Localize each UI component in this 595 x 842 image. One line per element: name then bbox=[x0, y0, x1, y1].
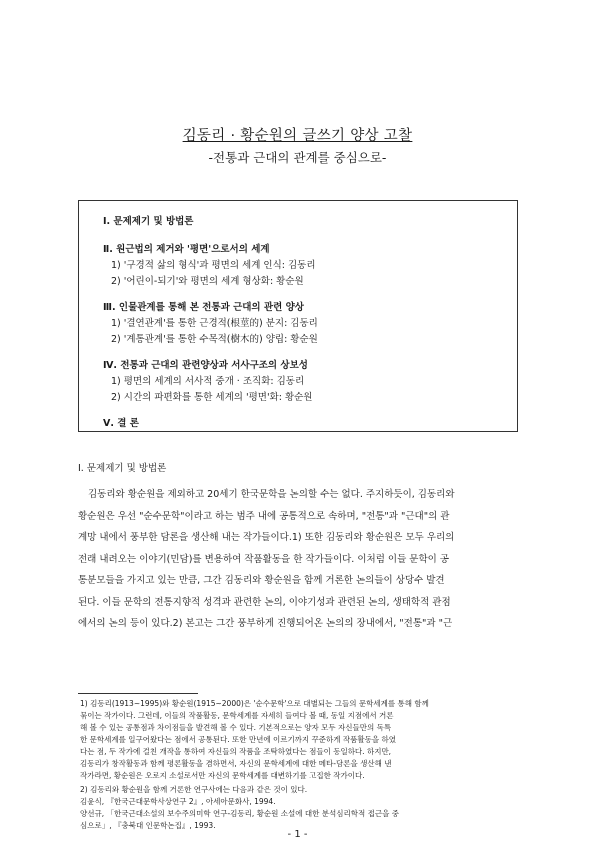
toc-subitem: 1) '구경적 삶의 형식'과 평면의 세계 인식: 김동리 bbox=[111, 260, 316, 271]
toc-subitem: 1) 평면의 세계의 서사적 중개 · 조직화: 김동리 bbox=[111, 376, 305, 387]
footnote-line: 2) 김동리와 황순원을 함께 거론한 연구사에는 다음과 같은 것이 있다. bbox=[80, 785, 308, 794]
footnote-line: 다는 점, 두 작가에 걸친 개작을 통하여 자신들의 작품을 조탁하였다는 점들이 동일하다. 하지만, bbox=[80, 747, 392, 756]
section-heading: Ⅰ. 문제제기 및 방법론 bbox=[78, 463, 167, 474]
toc-heading-2: Ⅱ. 원근법의 제거와 '평면'으로서의 세계 bbox=[103, 244, 270, 255]
body-line: 전래 내려오는 이야기(민담)를 변용하여 작품활동을 한 작가들이다. 이처럼 이들 문학이 공 bbox=[78, 553, 450, 565]
footnote-line: 김윤식, 『한국근대문학사상연구 2』, 아세아문화사, 1994. bbox=[80, 797, 276, 806]
body-line: 황순원은 우선 "순수문학"이라고 하는 범주 내에 공통적으로 속하며, "전통"과 "근대"의 관 bbox=[78, 510, 450, 522]
table-of-contents bbox=[78, 200, 518, 432]
page-number: - 1 - bbox=[287, 829, 308, 840]
footnote-line: 묶이는 작가이다. 그런데, 이들의 작품활동, 문학세계를 자세히 들여다 볼 때, 동일 지점에서 거론 bbox=[80, 711, 394, 720]
footnote-line: 해 볼 수 있는 공통점과 차이점들을 발견해 볼 수 있다. 기본적으로는 양자 모두 자신들만의 독특 bbox=[80, 723, 392, 732]
paper-subtitle: -전통과 근대의 관계를 중심으로- bbox=[208, 150, 387, 165]
footnote-line: 심으로」, 『충북대 인문학논집』, 1993. bbox=[80, 821, 216, 830]
body-line: 계망 내에서 풍부한 담론을 생산해 내는 작가들이다.1) 또한 김동리와 황순원은 모두 우리의 bbox=[78, 532, 455, 543]
body-line: 김동리와 황순원을 제외하고 20세기 한국문학을 논의할 수는 없다. 주지하듯이, 김동리와 bbox=[88, 489, 455, 500]
footnote-line: 한 문학세계를 일구어왔다는 점에서 공통된다. 또한 만년에 이르기까지 꾸준하게 작품활동을 하였 bbox=[80, 735, 397, 744]
toc-heading-4: Ⅳ. 전통과 근대의 관련양상과 서사구조의 상보성 bbox=[103, 360, 308, 371]
toc-subitem: 2) '어린이-되기'와 평면의 세계 형상화: 황순원 bbox=[111, 276, 304, 287]
body-paragraph bbox=[78, 484, 508, 635]
body-line: 에서의 논의 등이 있다.2) 본고는 그간 풍부하게 진행되어온 논의의 장내에서, "전통"과 "근 bbox=[78, 618, 453, 629]
body-line: 통분모들을 가지고 있는 만큼, 그간 김동리와 황순원을 함께 거론한 논의들이 상당수 발견 bbox=[78, 575, 445, 586]
footnote-divider bbox=[78, 693, 198, 694]
footnote-line: 1) 김동리(1913~1995)와 황순원(1915~2000)은 '순수문학'으로 대별되는 그들의 문학세계를 통해 함께 bbox=[80, 699, 429, 708]
toc-subitem: 1) '결연관계'를 통한 근경적(根莖的) 분지: 김동리 bbox=[111, 318, 318, 329]
footnote-line: 양선규, 「한국근대소설의 보수주의미학 연구-김동리, 황순원 소설에 대한 분석심리학적 접근을 중 bbox=[80, 809, 399, 818]
toc-subitem: 2) 시간의 파편화를 통한 세계의 '평면'화: 황순원 bbox=[111, 392, 313, 403]
toc-heading-3: Ⅲ. 인물관계를 통해 본 전통과 근대의 관련 양상 bbox=[103, 302, 304, 313]
footnote-line: 김동리가 창작활동과 함께 평론활동을 겸하면서, 자신의 문학세계에 대한 메타-담론을 생산해 낸 bbox=[80, 759, 392, 768]
body-line: 된다. 이들 문학의 전통지향적 성격과 관련한 논의, 이야기성과 관련된 논의, 생태학적 관점 bbox=[78, 596, 451, 608]
toc-heading-1: Ⅰ. 문제제기 및 방법론 bbox=[103, 216, 194, 227]
toc-heading-5: Ⅴ. 결 론 bbox=[103, 418, 139, 429]
footnote-line: 작가라면, 황순원은 오로지 소설로서만 자신의 문학세계를 대변하기를 고집한 작가이다. bbox=[80, 771, 365, 780]
paper-title: 김동리 · 황순원의 글쓰기 양상 고찰 bbox=[182, 128, 413, 144]
toc-subitem: 2) '계통관계'를 통한 수목적(樹木的) 양립: 황순원 bbox=[111, 334, 318, 345]
